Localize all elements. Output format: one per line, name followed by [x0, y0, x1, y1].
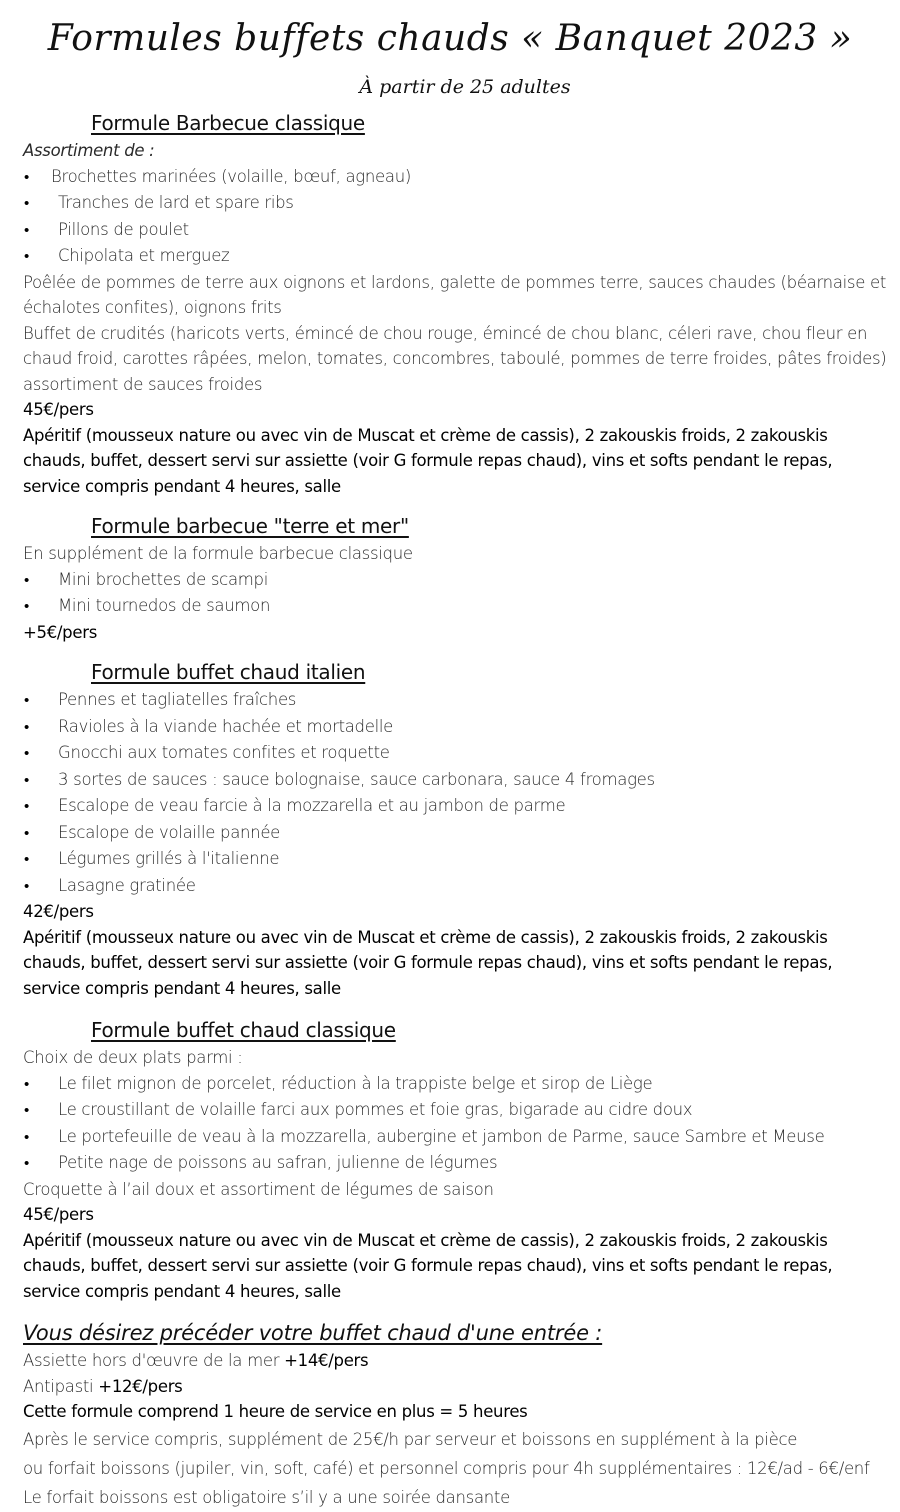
bullet-icon: • — [24, 1101, 29, 1119]
footer-note: Le forfait boissons est obligatoire s’il y a une soirée dansante — [23, 1487, 510, 1507]
section-intro: En supplément de la formule barbecue classique — [23, 544, 413, 563]
list-item: • Escalope de volaille pannée — [23, 820, 893, 847]
list-item: • Tranches de lard et spare ribs — [23, 190, 893, 217]
service-note: Cette formule comprend 1 heure de service en plus = 5 heures — [23, 1402, 528, 1421]
entree-option-price: +12€/pers — [98, 1376, 183, 1396]
list-item: • Pillons de poulet — [23, 217, 893, 244]
list-item: • Gnocchi aux tomates confites et roquette — [23, 740, 893, 767]
section-barbecue-classique — [23, 108, 893, 499]
list-item: • Le croustillant de volaille farci aux pommes et foie gras, bigarade au cidre doux — [23, 1097, 893, 1124]
section-title: Formule buffet chaud classique — [91, 1018, 396, 1042]
list-item: • Le filet mignon de porcelet, réduction à la trappiste belge et sirop de Liège — [23, 1071, 893, 1098]
bullet-icon: • — [24, 1154, 29, 1172]
bullet-icon: • — [24, 717, 29, 736]
section-entree — [23, 1318, 893, 1512]
bullet-icon: • — [24, 797, 29, 815]
section-price: 45€/pers — [23, 400, 94, 419]
section-price: 45€/pers — [23, 1205, 94, 1224]
list-item: • Mini brochettes de scampi — [23, 567, 893, 594]
footer-note: Après le service compris, supplément de 25€/h par serveur et boissons en supplément à la pièce — [23, 1429, 798, 1449]
section-intro: Choix de deux plats parmi : — [23, 1048, 243, 1067]
entree-option-price: +14€/pers — [284, 1351, 369, 1370]
included-services: Apéritif (mousseux nature ou avec vin de Muscat et crème de cassis), 2 zakouskis froids, 2 zakouskis chauds, buffet, dessert servi sur assiette (voir G formule repas chaud), vins et softs pendant le repas, service compris pendant 4 heures, salle — [23, 1230, 833, 1301]
footer-note: ou forfait boissons (jupiler, vin, soft, café) et personnel compris pour 4h supplémentaires : 12€/ad - 6€/enf — [23, 1458, 870, 1478]
section-intro: Assortiment de : — [23, 141, 155, 160]
list-item: • Escalope de veau farcie à la mozzarella et au jambon de parme — [23, 793, 893, 820]
list-item: • Légumes grillés à l'italienne — [23, 846, 893, 873]
bullet-icon: • — [24, 770, 29, 789]
bullet-icon: • — [24, 1074, 29, 1093]
list-item: • 3 sortes de sauces : sauce bolognaise, sauce carbonara, sauce 4 fromages — [23, 767, 893, 794]
section-title: Formule Barbecue classique — [91, 111, 365, 135]
list-item: • Pennes et tagliatelles fraîches — [23, 687, 893, 714]
list-item: • Chipolata et merguez — [23, 243, 893, 270]
bullet-icon: • — [24, 167, 29, 186]
section-extra-text: Poêlée de pommes de terre aux oignons et lardons, galette de pommes terre, sauces chaudes (béarnaise et échalotes confites), oignons frits — [23, 272, 887, 317]
section-extra-text: Buffet de crudités (haricots verts, émincé de chou rouge, émincé de chou blanc, céleri rave, chou fleur en chaud froid, carottes râpées, melon, tomates, concombres, taboulé, pommes de terre froides, pâtes froides) assortiment de sauces froides — [23, 323, 887, 394]
section-price: 42€/pers — [23, 902, 94, 921]
document-content — [23, 108, 893, 1512]
bullet-icon: • — [24, 597, 29, 615]
list-item: • Petite nage de poissons au safran, julienne de légumes — [23, 1150, 893, 1177]
list-item: • Le portefeuille de veau à la mozzarella, aubergine et jambon de Parme, sauce Sambre et Meuse — [23, 1124, 893, 1151]
section-title: Formule buffet chaud italien — [91, 660, 366, 684]
entree-title: Vous désirez précéder votre buffet chaud d'une entrée : — [23, 1321, 603, 1345]
bullet-icon: • — [24, 220, 29, 239]
bullet-icon: • — [24, 247, 29, 265]
bullet-icon: • — [24, 850, 29, 868]
list-item: • Mini tournedos de saumon — [23, 593, 893, 620]
page-subtitle: À partir de 25 adultes — [359, 76, 571, 98]
bullet-icon: • — [24, 823, 29, 842]
entree-option — [23, 1374, 893, 1400]
included-services: Apéritif (mousseux nature ou avec vin de Muscat et crème de cassis), 2 zakouskis froids, 2 zakouskis chauds, buffet, dessert servi sur assiette (voir G formule repas chaud), vins et softs pendant le repas, service compris pendant 4 heures, salle — [23, 425, 833, 496]
bullet-icon: • — [24, 691, 29, 709]
bullet-icon: • — [24, 876, 29, 895]
included-services: Apéritif (mousseux nature ou avec vin de Muscat et crème de cassis), 2 zakouskis froids, 2 zakouskis chauds, buffet, dessert servi sur assiette (voir G formule repas chaud), vins et softs pendant le repas, service compris pendant 4 heures, salle — [23, 927, 833, 998]
section-barbecue-terre-et-mer — [23, 511, 893, 645]
page-title: Formules buffets chauds « Banquet 2023 » — [47, 18, 853, 59]
list-item: • Brochettes marinées (volaille, bœuf, agneau) — [23, 164, 893, 191]
entree-option-label: Antipasti — [23, 1376, 94, 1396]
bullet-icon: • — [24, 744, 29, 762]
entree-option — [23, 1348, 893, 1374]
section-buffet-chaud-classique — [23, 1015, 893, 1304]
list-item: • Ravioles à la viande hachée et mortadelle — [23, 714, 893, 741]
list-item: • Lasagne gratinée — [23, 873, 893, 900]
bullet-icon: • — [24, 570, 29, 589]
section-price: +5€/pers — [23, 622, 97, 642]
section-title: Formule barbecue "terre et mer" — [91, 514, 409, 538]
bullet-icon: • — [24, 194, 29, 212]
bullet-icon: • — [24, 1127, 29, 1146]
section-buffet-chaud-italien — [23, 657, 893, 1001]
entree-option-label: Assiette hors d'œuvre de la mer — [23, 1351, 280, 1370]
section-extra-text: Croquette à l’ail doux et assortiment de légumes de saison — [23, 1179, 494, 1199]
